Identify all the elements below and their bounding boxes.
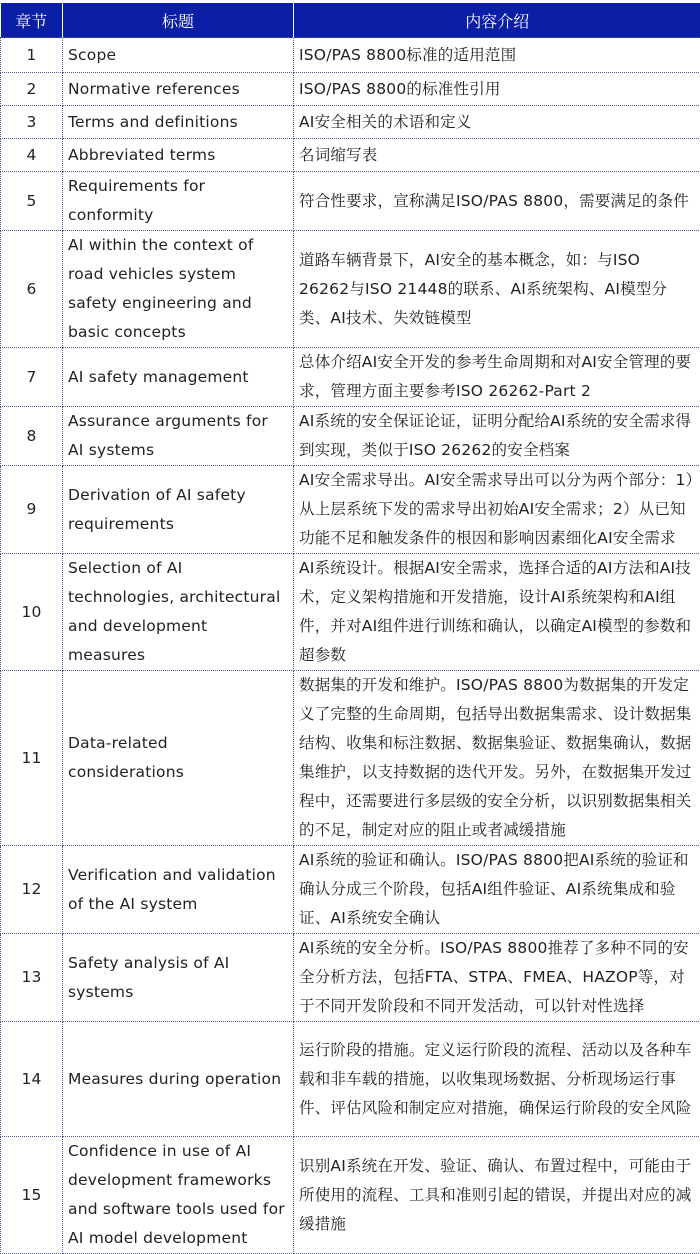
chapter-number-cell: 2 bbox=[1, 73, 63, 106]
chapter-title-cell: Derivation of AI safety requirements bbox=[63, 466, 294, 554]
chapter-number-cell: 6 bbox=[1, 231, 63, 348]
table-row bbox=[1, 466, 700, 554]
chapter-content-cell: AI系统的安全分析。ISO/PAS 8800推荐了多种不同的安全分析方法，包括FTA、STPA、FMEA、HAZOP等，对于不同开发阶段和不同开发活动，可以针对性选择 bbox=[294, 934, 700, 1022]
chapter-title-cell: Scope bbox=[63, 38, 294, 73]
chapter-title-cell: Data-related considerations bbox=[63, 671, 294, 846]
chapter-number-cell: 8 bbox=[1, 407, 63, 466]
chapter-title-cell: Verification and validation of the AI system bbox=[63, 846, 294, 934]
table-row bbox=[1, 1022, 700, 1137]
chapter-content-cell: AI安全相关的术语和定义 bbox=[294, 106, 700, 139]
chapter-number-cell: 7 bbox=[1, 348, 63, 407]
chapter-content-cell: 运行阶段的措施。定义运行阶段的流程、活动以及各种车载和非车载的措施，以收集现场数据、分析现场运行事件、评估风险和制定应对措施，确保运行阶段的安全风险 bbox=[294, 1022, 700, 1137]
chapter-content-cell: 道路车辆背景下，AI安全的基本概念，如：与ISO 26262与ISO 21448的联系、AI系统架构、AI模型分类、AI技术、失效链模型 bbox=[294, 231, 700, 348]
chapter-content-cell: AI安全需求导出。AI安全需求导出可以分为两个部分：1）从上层系统下发的需求导出初始AI安全需求；2）从已知功能不足和触发条件的根因和影响因素细化AI安全需求 bbox=[294, 466, 700, 554]
table-row bbox=[1, 139, 700, 172]
chapter-content-cell: 数据集的开发和维护。ISO/PAS 8800为数据集的开发定义了完整的生命周期，包括导出数据集需求、设计数据集结构、收集和标注数据、数据集验证、数据集确认，数据集维护，以支持数据的迭代开发。另外，在数据集开发过程中，还需要进行多层级的安全分析，以识别数据集相关的不足，制定对应的阻止或者减缓措施 bbox=[294, 671, 700, 846]
table-row bbox=[1, 231, 700, 348]
chapter-title-cell: Safety analysis of AI systems bbox=[63, 934, 294, 1022]
chapter-number-cell: 12 bbox=[1, 846, 63, 934]
header-chapter: 章节 bbox=[1, 3, 63, 38]
header-row bbox=[1, 3, 700, 38]
chapter-title-cell: Terms and definitions bbox=[63, 106, 294, 139]
chapter-title-cell: AI within the context of road vehicles system safety engineering and basic concepts bbox=[63, 231, 294, 348]
chapter-number-cell: 9 bbox=[1, 466, 63, 554]
chapter-title-cell: Requirements for conformity bbox=[63, 172, 294, 231]
chapter-number-cell: 11 bbox=[1, 671, 63, 846]
chapter-content-cell: AI系统的验证和确认。ISO/PAS 8800把AI系统的验证和确认分成三个阶段，包括AI组件验证、AI系统集成和验证、AI系统安全确认 bbox=[294, 846, 700, 934]
header-title: 标题 bbox=[63, 3, 294, 38]
chapter-title-cell: Normative references bbox=[63, 73, 294, 106]
chapter-title-cell: Confidence in use of AI development frameworks and software tools used for AI model development bbox=[63, 1137, 294, 1254]
table-row bbox=[1, 106, 700, 139]
chapter-content-cell: AI系统设计。根据AI安全需求，选择合适的AI方法和AI技术，定义架构措施和开发措施，设计AI系统架构和AI组件，并对AI组件进行训练和确认，以确定AI模型的参数和超参数 bbox=[294, 554, 700, 671]
chapter-content-cell: 识别AI系统在开发、验证、确认、布置过程中，可能由于所使用的流程、工具和准则引起的错误，并提出对应的减缓措施 bbox=[294, 1137, 700, 1254]
table-row bbox=[1, 1137, 700, 1254]
chapter-title-cell: Selection of AI technologies, architectural and development measures bbox=[63, 554, 294, 671]
table-row bbox=[1, 172, 700, 231]
table-row bbox=[1, 73, 700, 106]
chapter-content-cell: AI系统的安全保证论证，证明分配给AI系统的安全需求得到实现，类似于ISO 26262的安全档案 bbox=[294, 407, 700, 466]
chapter-number-cell: 10 bbox=[1, 554, 63, 671]
chapter-number-cell: 3 bbox=[1, 106, 63, 139]
chapter-number-cell: 15 bbox=[1, 1137, 63, 1254]
header-content: 内容介绍 bbox=[294, 3, 700, 38]
chapter-number-cell: 5 bbox=[1, 172, 63, 231]
chapter-title-cell: Assurance arguments for AI systems bbox=[63, 407, 294, 466]
table-row bbox=[1, 846, 700, 934]
chapter-content-cell: ISO/PAS 8800的标准性引用 bbox=[294, 73, 700, 106]
chapter-title-cell: Abbreviated terms bbox=[63, 139, 294, 172]
chapter-title-cell: AI safety management bbox=[63, 348, 294, 407]
table-row bbox=[1, 934, 700, 1022]
chapter-number-cell: 1 bbox=[1, 38, 63, 73]
chapter-content-cell: 总体介绍AI安全开发的参考生命周期和对AI安全管理的要求，管理方面主要参考ISO 26262-Part 2 bbox=[294, 348, 700, 407]
table-row bbox=[1, 38, 700, 73]
chapter-number-cell: 13 bbox=[1, 934, 63, 1022]
chapter-title-cell: Measures during operation bbox=[63, 1022, 294, 1137]
table-row bbox=[1, 554, 700, 671]
table-row bbox=[1, 348, 700, 407]
chapter-table bbox=[0, 3, 700, 1254]
chapter-content-cell: 符合性要求，宣称满足ISO/PAS 8800，需要满足的条件 bbox=[294, 172, 700, 231]
table-row bbox=[1, 671, 700, 846]
table-row bbox=[1, 407, 700, 466]
chapter-number-cell: 4 bbox=[1, 139, 63, 172]
chapter-content-cell: 名词缩写表 bbox=[294, 139, 700, 172]
chapter-content-cell: ISO/PAS 8800标准的适用范围 bbox=[294, 38, 700, 73]
chapter-number-cell: 14 bbox=[1, 1022, 63, 1137]
